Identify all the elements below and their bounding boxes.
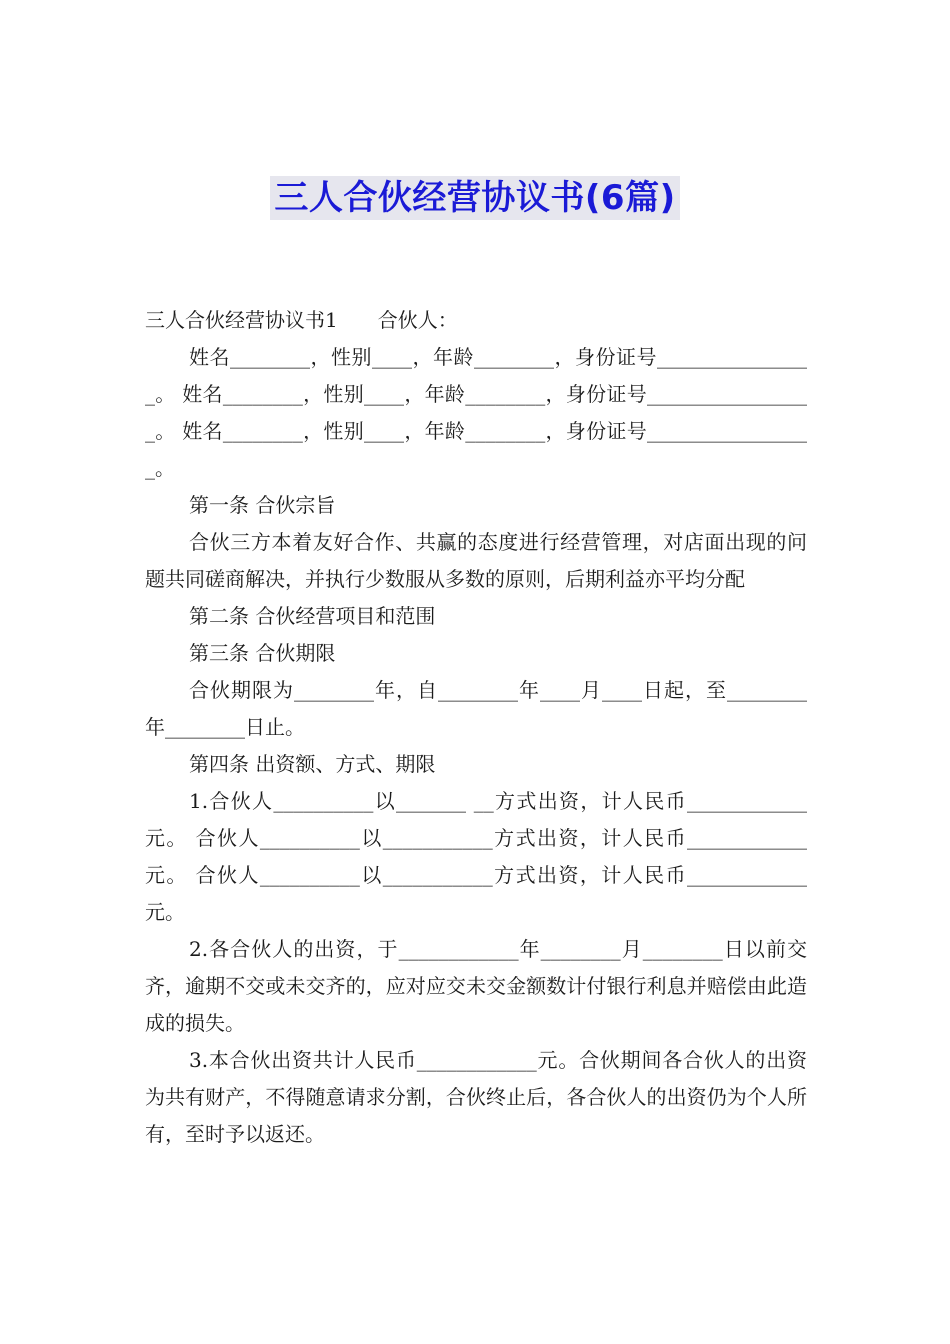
article-3-body: 合伙期限为________年，自________年____月____日起，至________年________日止。 (145, 678, 807, 739)
article-3-heading: 第三条 合伙期限 (189, 641, 336, 665)
paragraph-heading: 三人合伙经营协议书1 合伙人： (145, 308, 458, 332)
article-4-clause-3: 3.本合伙出资共计人民币____________元。合伙期间各合伙人的出资 为共有财产，不得随意请求分割，合伙终止后，各合伙人的出资仍为个人所有，至时予以返还。 (145, 1048, 807, 1146)
article-4-clause-1: 1.合伙人__________以_______ __方式出资，计人民币____________元。 合伙人__________以___________方式出资，计人民币____________元。 合伙人__________以___________方式出资，计人民币____________元。 (145, 789, 807, 924)
title-area (0, 176, 950, 220)
document-body (145, 302, 807, 1153)
paragraph-partners: 姓名________，性别____，年龄________，身份证号________________。 姓名________，性别____，年龄________，身份证号_________________。 姓名________，性别____，年龄________，身份证号_________________。 (145, 345, 807, 480)
article-1-heading: 第一条 合伙宗旨 (189, 493, 336, 517)
article-1-body: 合伙三方本着友好合作、共赢的态度进行经营管理，对店面出现的问题共同磋商解决，并执行少数服从多数的原则，后期利益亦平均分配 (145, 530, 807, 591)
article-4-heading: 第四条 出资额、方式、期限 (189, 752, 436, 776)
article-4-clause-2: 2.各合伙人的出资，于____________年________月________日以前交齐，逾期不交或未交齐的，应对应交未交金额数计付银行利息并赔偿由此造成的损失。 (145, 937, 807, 1035)
article-2-heading: 第二条 合伙经营项目和范围 (189, 604, 436, 628)
document-title: 三人合伙经营协议书(6篇) (270, 176, 679, 220)
